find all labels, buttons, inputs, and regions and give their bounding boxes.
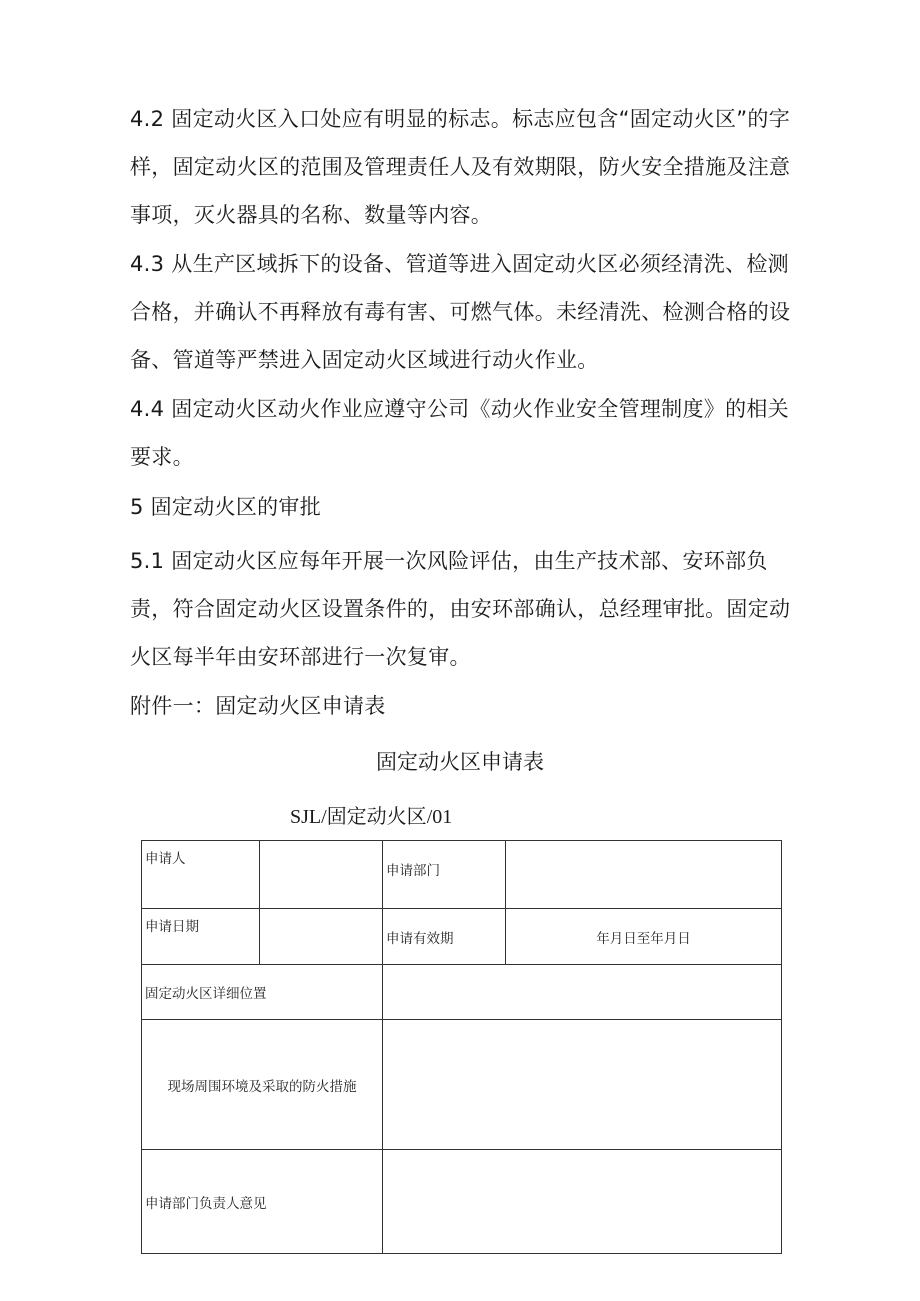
application-form-table <box>141 840 782 1254</box>
form-row-opinion <box>142 1150 782 1254</box>
form-code-suffix: /01 <box>426 806 453 828</box>
clause-5-1: 5.1 固定动火区应每年开展一次风险评估，由生产技术部、安环部负责，符合固定动火区设置条件的，由安环部确认，总经理审批。固定动火区每半年由安环部进行一次复审。 <box>130 549 791 669</box>
form-code-middle: 固定动火区 <box>326 804 427 828</box>
form-row-measures <box>142 1020 782 1150</box>
clause-4-3: 4.3 从生产区域拆下的设备、管道等进入固定动火区必须经清洗、检测合格，并确认不再释放有毒有害、可燃气体。未经清洗、检测合格的设备、管道等严禁进入固定动火区域进行动火作业。 <box>130 252 791 372</box>
form-row-date <box>142 909 782 965</box>
validity-label: 申请有效期 <box>383 909 506 965</box>
date-label: 申请日期 <box>142 909 260 965</box>
department-label: 申请部门 <box>383 841 506 909</box>
validity-field[interactable]: 年月日至年月日 <box>506 909 782 965</box>
department-field[interactable] <box>506 841 782 909</box>
applicant-field[interactable] <box>260 841 383 909</box>
location-label: 固定动火区详细位置 <box>142 965 383 1020</box>
opinion-label: 申请部门负责人意见 <box>142 1150 383 1254</box>
annex-title: 附件一：固定动火区申请表 <box>130 694 386 718</box>
measures-field[interactable] <box>383 1020 782 1150</box>
section-5-heading: 5 固定动火区的审批 <box>130 495 322 519</box>
form-title: 固定动火区申请表 <box>376 750 544 774</box>
clause-4-4: 4.4 固定动火区动火作业应遵守公司《动火作业安全管理制度》的相关要求。 <box>130 397 789 469</box>
form-code <box>290 796 452 837</box>
form-code-prefix: SJL/ <box>290 806 327 828</box>
form-row-location <box>142 965 782 1020</box>
form-row-applicant <box>142 841 782 909</box>
clause-4-2: 4.2 固定动火区入口处应有明显的标志。标志应包含“固定动火区”的字样，固定动火区的范围及管理责任人及有效期限，防火安全措施及注意事项，灭火器具的名称、数量等内容。 <box>130 107 791 227</box>
applicant-label: 申请人 <box>142 841 260 909</box>
location-field[interactable] <box>383 965 782 1020</box>
opinion-field[interactable] <box>383 1150 782 1254</box>
date-field[interactable] <box>260 909 383 965</box>
measures-label: 现场周围环境及采取的防火措施 <box>142 1020 383 1150</box>
